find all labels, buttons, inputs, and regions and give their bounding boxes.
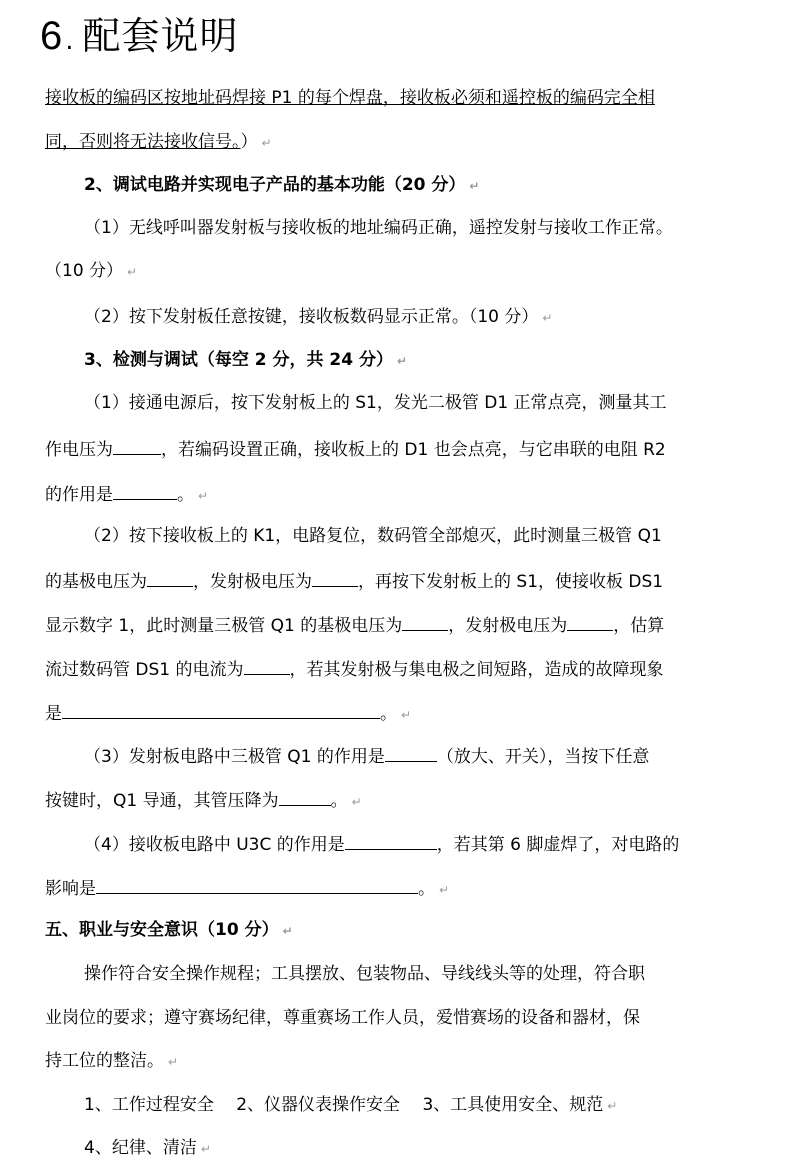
- text-span: （2）按下接收板上的 K1，电路复位，数码管全部熄灭，此时测量三极管 Q1: [84, 526, 662, 546]
- answer-blank[interactable]: [96, 875, 418, 894]
- paragraph-mark-icon: ↵: [351, 795, 362, 809]
- text-line: [45, 568, 750, 594]
- text-span: 接收板的编码区按地址码焊接 P1 的每个焊盘，接收板必须和遥控板的编码完全相: [45, 88, 655, 108]
- paragraph-mark-icon: ↵: [282, 924, 293, 938]
- answer-blank[interactable]: [385, 743, 437, 762]
- paragraph-mark-icon: ↵: [397, 354, 408, 368]
- text-span: 。: [380, 704, 397, 724]
- text-line: [45, 700, 750, 727]
- text-line: [45, 787, 750, 814]
- section-title-text: 配套说明: [82, 14, 239, 58]
- text-span: （2）按下发射板任意按键，接收板数码显示正常。（10 分）: [84, 307, 539, 327]
- text-span: （10 分）: [45, 261, 124, 281]
- text-line: [84, 524, 789, 548]
- paragraph-mark-icon: ↵: [127, 265, 138, 279]
- text-span: 同，否则将无法接收信号。: [45, 132, 241, 152]
- answer-blank[interactable]: [567, 612, 613, 631]
- text-line: [84, 391, 789, 415]
- answer-blank[interactable]: [113, 436, 161, 455]
- paragraph-mark-icon: ↵: [439, 883, 450, 897]
- text-line: [45, 436, 750, 462]
- text-span: ，若其第 6 脚虚焊了，对电路的: [436, 835, 680, 855]
- text-line: [45, 481, 750, 508]
- text-span: 。: [330, 791, 348, 811]
- paragraph-mark-icon: ↵: [200, 1142, 211, 1156]
- text-span: ）: [240, 132, 258, 152]
- paragraph-mark-icon: ↵: [607, 1099, 618, 1113]
- text-line: [84, 831, 789, 857]
- text-line: [45, 875, 750, 902]
- text-span: ，若编码设置正确，接收板上的 D1 也会点亮，与它串联的电阻 R2: [161, 440, 666, 460]
- answer-blank[interactable]: [312, 568, 358, 587]
- subsection-heading: [84, 348, 789, 373]
- text-line: [45, 656, 750, 682]
- text-line: [45, 86, 750, 110]
- text-span: 的基极电压为: [45, 572, 147, 592]
- text-span: ，若其发射极与集电极之间短路，造成的故障现象: [289, 660, 664, 680]
- text-span: （4）接收板电路中 U3C 的作用是: [84, 835, 345, 855]
- section-title: [40, 12, 239, 65]
- text-line: [45, 1006, 750, 1030]
- list-item: [84, 1093, 789, 1118]
- section-dot: .: [65, 26, 75, 56]
- text-line: [84, 962, 789, 986]
- text-span: 业岗位的要求；遵守赛场纪律，尊重赛场工作人员，爱惜赛场的设备和器材，保: [45, 1008, 640, 1028]
- text-span: 。: [177, 485, 194, 505]
- text-span: 4、纪律、清洁: [84, 1138, 197, 1158]
- text-span: （1）无线呼叫器发射板与接收板的地址编码正确，遥控发射与接收工作正常。: [84, 218, 673, 238]
- paragraph-mark-icon: ↵: [542, 311, 553, 325]
- answer-blank[interactable]: [113, 481, 177, 500]
- text-span: 1、工作过程安全 2、仪器仪表操作安全 3、工具使用安全、规范: [84, 1095, 604, 1115]
- text-span: 显示数字 1，此时测量三极管 Q1 的基极电压为: [45, 616, 403, 636]
- section-number: 6: [40, 14, 64, 58]
- text-span: ，再按下发射板上的 S1，使接收板 DS1: [358, 572, 664, 592]
- text-span: 持工位的整洁。: [45, 1051, 164, 1071]
- text-span: 五、职业与安全意识（10 分）: [45, 920, 279, 940]
- paragraph-mark-icon: ↵: [469, 179, 480, 193]
- text-line: [45, 259, 750, 284]
- text-line: [45, 612, 750, 638]
- text-line: [45, 1049, 750, 1074]
- text-span: 流过数码管 DS1 的电流为: [45, 660, 244, 680]
- text-span: 是: [45, 704, 62, 724]
- answer-blank[interactable]: [402, 612, 448, 631]
- text-line: [84, 305, 789, 330]
- answer-blank[interactable]: [147, 568, 193, 587]
- text-span: 作电压为: [45, 440, 113, 460]
- text-line: [84, 216, 789, 240]
- paragraph-mark-icon: ↵: [401, 708, 412, 722]
- paragraph-mark-icon: ↵: [198, 489, 209, 503]
- text-span: 2、调试电路并实现电子产品的基本功能（20 分）: [84, 175, 466, 195]
- text-span: 操作符合安全操作规程；工具摆放、包装物品、导线线头等的处理，符合职: [84, 964, 645, 984]
- answer-blank[interactable]: [345, 831, 437, 850]
- subsection-heading: [84, 173, 789, 198]
- answer-blank[interactable]: [62, 700, 380, 719]
- text-span: 3、检测与调试（每空 2 分，共 24 分）: [84, 350, 393, 370]
- text-span: 影响是: [45, 879, 96, 899]
- text-span: 的作用是: [45, 485, 113, 505]
- text-span: 。: [418, 879, 435, 899]
- text-span: ，估算: [613, 616, 665, 636]
- text-span: 按键时，Q1 导通，其管压降为: [45, 791, 279, 811]
- paragraph-mark-icon: ↵: [261, 136, 272, 150]
- text-span: （1）接通电源后，按下发射板上的 S1，发光二极管 D1 正常点亮，测量其工: [84, 393, 667, 413]
- paragraph-mark-icon: ↵: [168, 1055, 179, 1069]
- text-span: （3）发射板电路中三极管 Q1 的作用是: [84, 747, 385, 767]
- answer-blank[interactable]: [244, 656, 290, 675]
- text-span: （放大、开关），当按下任意: [436, 747, 650, 767]
- list-item: [84, 1136, 789, 1161]
- text-line: [45, 130, 750, 155]
- answer-blank[interactable]: [279, 787, 331, 806]
- section-heading: [45, 918, 750, 943]
- text-span: ，发射极电压为: [193, 572, 312, 592]
- text-line: [84, 743, 789, 769]
- text-span: ，发射极电压为: [448, 616, 568, 636]
